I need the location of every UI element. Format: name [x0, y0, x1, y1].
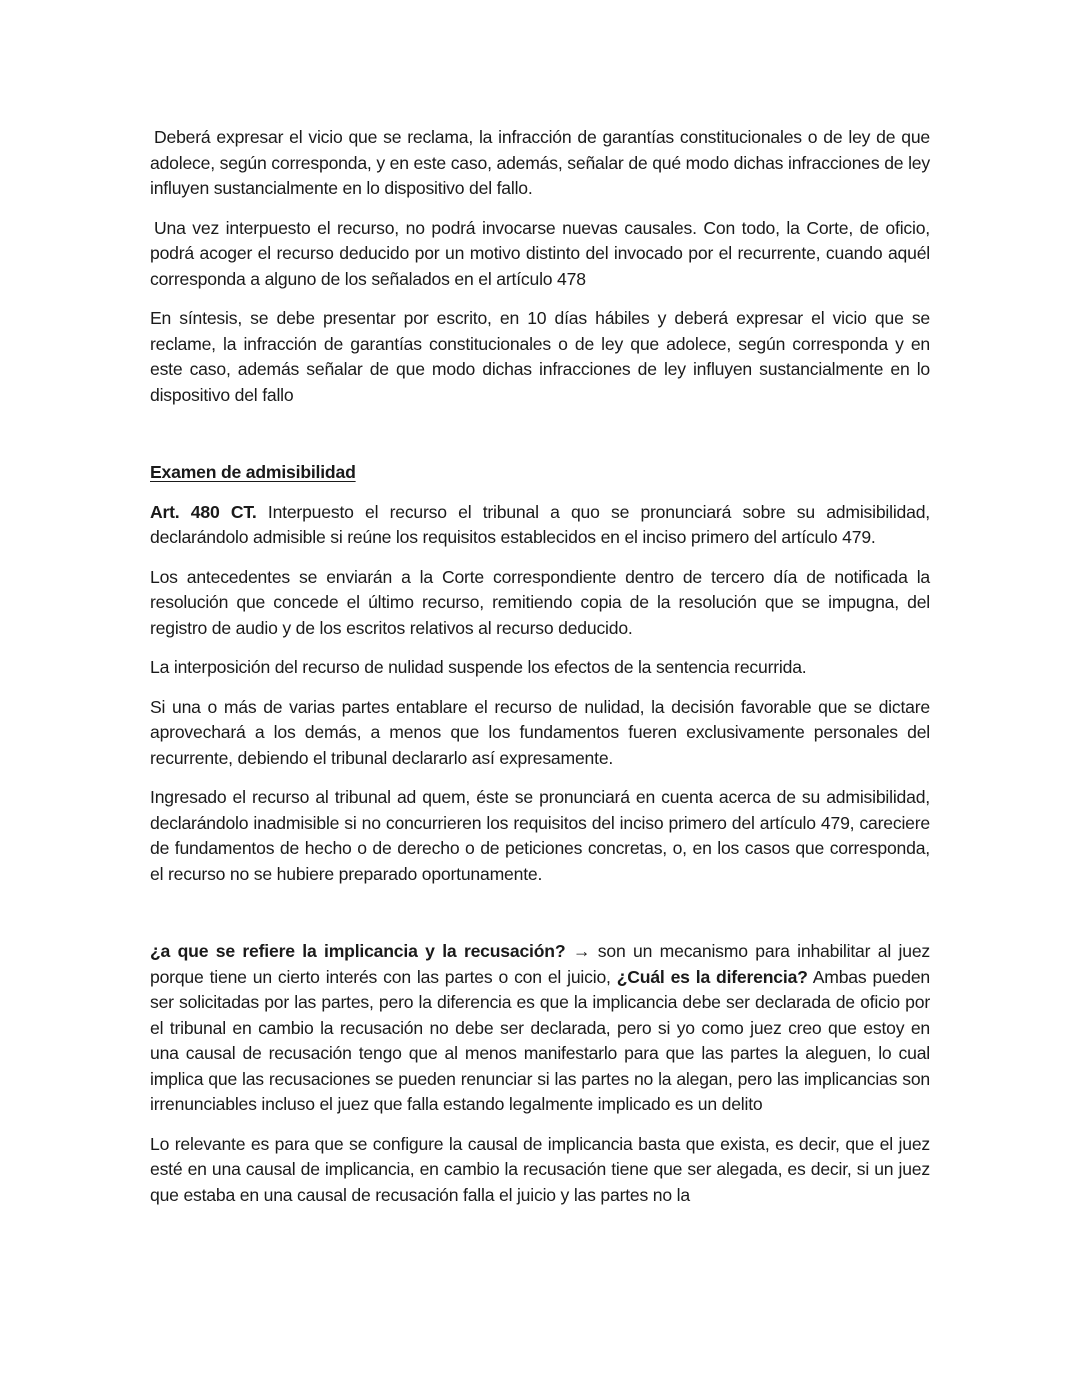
paragraph-antecedentes: Los antecedentes se enviarán a la Corte correspondiente dentro de tercero día de notificada la resolución que concede el último recurso, remitiendo copia de la resolución que se impugna, del registro de audio y de los escritos relativos al recurso deducido. [150, 566, 930, 638]
question-diferencia: ¿Cuál es la diferencia? [616, 966, 808, 987]
paragraph-article-480 [150, 500, 930, 551]
article-text: Interpuesto el recurso el tribunal a quo se pronunciará sobre su admisibilidad, declarándolo admisible si reúne los requisitos establecidos en el inciso primero del artículo 479. [150, 501, 930, 547]
article-label: Art. 480 CT. [150, 501, 257, 522]
paragraph-vicio: Deberá expresar el vicio que se reclama, la infracción de garantías constitucionales o de ley de que adolece, según corresponda, y en este caso, además, señalar de qué modo dichas infracciones de ley influyen sustancialmente en lo dispositivo del fallo. [150, 127, 930, 198]
paragraph-ad-quem: Ingresado el recurso al tribunal ad quem, éste se pronunciará en cuenta acerca de su admisibilidad, declarándolo inadmisible si no concurrieren los requisitos del inciso primero del artículo 479, careciere de fundamentos de hecho o de derecho o de peticiones concretas, o, en los casos que corresponda, el recurso no se hubiere preparado oportunamente. [150, 787, 930, 884]
paragraph-sintesis: En síntesis, se debe presentar por escrito, en 10 días hábiles y deberá expresar el vicio que se reclame, la infracción de garantías constitucionales o de ley que adolece, según corresponda y en este caso, además señalar de que modo dichas infracciones de ley influyen sustancialmente en lo dispositivo del fallo [150, 308, 930, 405]
paragraph-nuevas-causales: Una vez interpuesto el recurso, no podrá invocarse nuevas causales. Con todo, la Corte, de oficio, podrá acoger el recurso deducido por un motivo distinto del invocado por el recurrente, cuando aquél corresponda a alguno de los señalados en el artículo 478 [150, 217, 930, 289]
paragraph-varias-partes: Si una o más de varias partes entablare el recurso de nulidad, la decisión favorable que se dictare aprovechará a los demás, a menos que los fundamentos fueren exclusivamente personales del recurrente, debiendo el tribunal declararlo así expresamente. [150, 696, 930, 768]
answer-part-2: Ambas pueden ser solicitadas por las partes, pero la diferencia es que la implicancia debe ser declarada de oficio por el tribunal en cambio la recusación no debe ser declarada, pero si yo como juez creo que estoy en una causal de recusación tengo que al menos manifestarlo para que las partes la aleguen, lo cual implica que las recusaciones se pueden renunciar si las partes no la alegan, pero las implicancias son irrenunciables incluso el juez que falla estando legalmente implicado es un delito [150, 966, 930, 1114]
paragraph-suspension: La interposición del recurso de nulidad suspende los efectos de la sentencia recurrida. [150, 657, 807, 677]
section-heading-admisibilidad: Examen de admisibilidad [150, 462, 356, 482]
document-page [150, 125, 930, 1222]
answer-part-1: son un mecanismo para inhabilitar al juez porque tiene un cierto interés con las partes o con el juicio, [150, 941, 931, 987]
paragraph-implicancia-recusacion [150, 939, 930, 1118]
arrow-icon: → [565, 941, 598, 961]
paragraph-lo-relevante: Lo relevante es para que se configure la causal de implicancia basta que exista, es decir, que el juez esté en una causal de implicancia, en cambio la recusación tiene que ser alegada, es decir, si un juez que estaba en una causal de recusación falla el juicio y las partes no la [150, 1133, 930, 1205]
question-implicancia: ¿a que se refiere la implicancia y la recusación? [150, 941, 566, 961]
